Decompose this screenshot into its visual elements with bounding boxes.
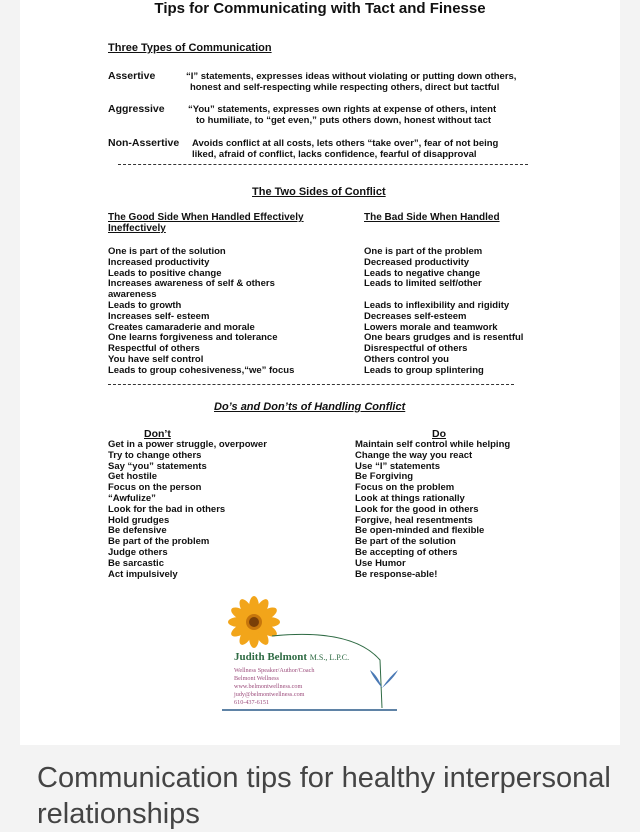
list-item: One is part of the solution (108, 246, 226, 257)
type-non-assertive: Non-Assertive (108, 137, 180, 149)
list-item: Be part of the problem (108, 536, 210, 548)
list-item: Judge others (108, 546, 168, 558)
dont-heading: Don’t (144, 428, 171, 440)
list-item: awareness (108, 289, 157, 301)
list-item: Look for the good in others (355, 503, 479, 515)
list-item: Change the way you react (355, 449, 473, 461)
bad-side-heading: The Bad Side When Handled (364, 212, 500, 223)
list-item: Leads to positive change (108, 267, 222, 279)
list-item: Focus on the problem (355, 482, 455, 494)
divider-2 (108, 384, 514, 385)
list-item: Get in a power struggle, overpower (108, 439, 267, 450)
card-line-company: Belmont Wellness (234, 675, 279, 682)
list-item: Say “you” statements (108, 460, 207, 472)
list-item: Be sarcastic (108, 557, 164, 569)
list-item: Lowers morale and teamwork (364, 321, 498, 333)
list-item: One is part of the problem (364, 246, 483, 257)
list-item: Creates camaraderie and morale (108, 321, 255, 333)
card-line-phone: 610-437-6151 (234, 699, 270, 706)
list-item: Look for the bad in others (108, 503, 226, 515)
list-item: Try to change others (108, 449, 202, 461)
bad-side-list (364, 247, 523, 377)
list-item: You have self control (108, 353, 204, 365)
list-item: Be part of the solution (355, 536, 456, 548)
list-item: Focus on the person (108, 482, 202, 494)
good-side-list (108, 247, 294, 377)
list-item: Increases awareness of self & others (108, 278, 275, 290)
list-item: Leads to growth (108, 299, 182, 311)
document-title: Tips for Communicating with Tact and Finesse (154, 0, 486, 17)
list-item: Disrespectful of others (364, 343, 468, 355)
list-item: Forgive, heal resentments (355, 514, 473, 526)
list-item: “Awfulize” (108, 492, 156, 504)
list-item: Others control you (364, 353, 449, 365)
list-item: Look at things rationally (355, 492, 465, 504)
list-item: Decreased productivity (364, 256, 470, 268)
list-item: One learns forgiveness and tolerance (108, 332, 278, 344)
list-item: Decreases self-esteem (364, 310, 467, 322)
card-line-email: judy@belmontwellness.com (234, 691, 305, 698)
divider-1 (118, 164, 528, 165)
leaf-right (382, 670, 398, 688)
sunflower-icon (228, 596, 280, 648)
list-item: Be defensive (108, 525, 167, 537)
conflict-heading: The Two Sides of Conflict (252, 186, 386, 198)
list-item: Act impulsively (108, 568, 178, 580)
list-item: Maintain self control while helping (355, 439, 511, 450)
list-item: Be open-minded and flexible (355, 525, 485, 537)
list-item: Use “I” statements (355, 460, 441, 472)
list-item: Get hostile (108, 471, 158, 483)
list-item: Leads to limited self/other (364, 278, 482, 290)
list-item: Be Forgiving (355, 471, 414, 483)
list-item: Be response-able! (355, 568, 438, 580)
type-assertive: Assertive (108, 70, 156, 82)
dos-list (355, 440, 510, 580)
pin-caption: Communication tips for healthy interpersonal relationships (37, 762, 611, 830)
list-item: Increased productivity (108, 256, 210, 268)
dos-donts-heading: Do’s and Don’ts of Handling Conflict (214, 401, 406, 413)
card-line-website: www.belmontwellness.com (234, 683, 303, 690)
types-heading: Three Types of Communication (108, 42, 272, 54)
list-item: Use Humor (355, 557, 406, 569)
list-item: One bears grudges and is resentful (364, 332, 524, 344)
good-side-heading: The Good Side When Handled Effectively Ineffectively (108, 212, 304, 234)
list-item: Leads to group splintering (364, 364, 484, 376)
donts-list (108, 440, 267, 580)
card-name: Judith Belmont M.S., L.P.C. (234, 651, 350, 663)
do-heading: Do (432, 428, 446, 440)
list-item: Increases self- esteem (108, 310, 210, 322)
list-item: Leads to negative change (364, 267, 481, 279)
type-aggressive-desc: “You” statements, expresses own rights at expense of others, intent to humiliate, to “get even,” puts others down, honest without tact (188, 104, 497, 126)
type-assertive-desc: “I” statements, expresses ideas without violating or putting down others, honest and self-respecting while respecting others, direct but tactful (186, 71, 517, 93)
list-item: Leads to group cohesiveness,“we” focus (108, 364, 295, 376)
type-non-assertive-desc: Avoids conflict at all costs, lets others “take over”, fear of not being liked, afraid of conflict, lacks confidence, fearful of disapproval (192, 138, 499, 160)
list-item: Hold grudges (108, 514, 170, 526)
type-aggressive: Aggressive (108, 103, 165, 115)
list-item: Be accepting of others (355, 546, 458, 558)
list-item: Respectful of others (108, 343, 200, 355)
list-item: Leads to inflexibility and rigidity (364, 299, 510, 311)
card-line-title: Wellness Speaker/Author/Coach (234, 667, 315, 674)
